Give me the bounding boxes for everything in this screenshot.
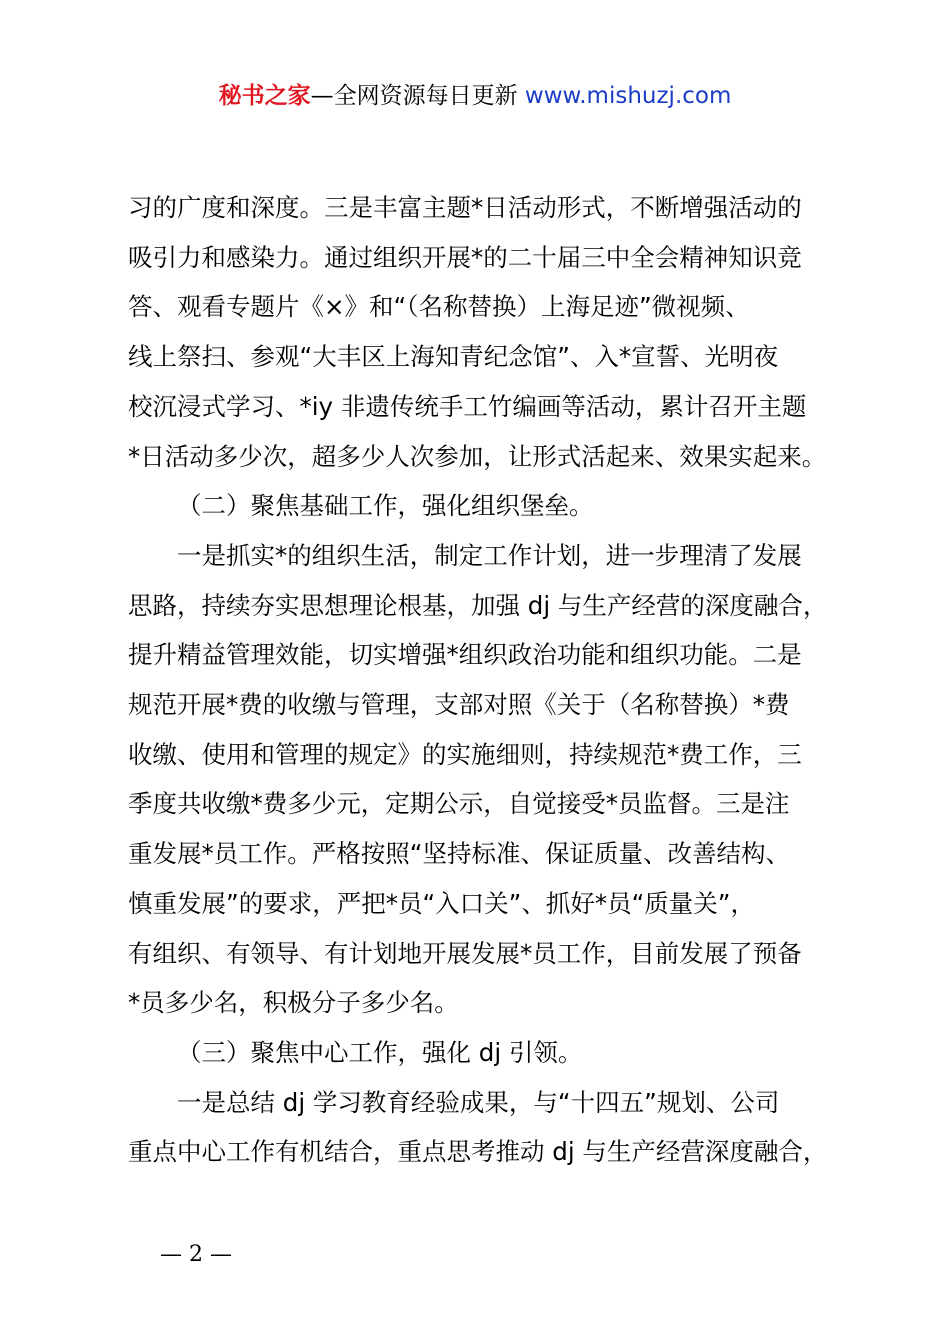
site-url-link[interactable]: www.mishuzj.com (524, 83, 732, 109)
body-line: 重点中心工作有机结合，重点思考推动 dj 与生产经营深度融合， (128, 1137, 828, 1167)
body-line: 提升精益管理效能，切实增强*组织政治功能和组织功能。二是 (128, 640, 802, 670)
body-line: *员多少名，积极分子多少名。 (128, 988, 459, 1018)
body-line: 一是总结 dj 学习教育经验成果，与“十四五”规划、公司 (177, 1087, 780, 1117)
body-line: 收缴、使用和管理的规定》的实施细则，持续规范*费工作，三 (128, 739, 802, 769)
body-line: 有组织、有领导、有计划地开展发展*员工作，目前发展了预备 (128, 938, 802, 968)
body-line: 重发展*员工作。严格按照“坚持标准、保证质量、改善结构、 (128, 839, 790, 869)
body-line: *日活动多少次，超多少人次参加，让形式活起来、效果实起来。 (128, 441, 827, 471)
body-line: 吸引力和感染力。通过组织开展*的二十届三中全会精神知识竞 (128, 242, 802, 272)
brand-name: 秘书之家 (218, 83, 311, 109)
body-line: 思路，持续夯实思想理论根基，加强 dj 与生产经营的深度融合， (128, 590, 828, 620)
body-line: 一是抓实*的组织生活，制定工作计划，进一步理清了发展 (177, 540, 802, 570)
site-header (0, 80, 950, 112)
document-body (128, 183, 828, 1177)
body-line: 季度共收缴*费多少元，定期公示，自觉接受*员监督。三是注 (128, 789, 790, 819)
header-slogan: —全网资源每日更新 (310, 83, 525, 109)
body-line: 答、观看专题片《×》和“（名称替换）上海足迹”微视频、 (128, 292, 750, 322)
body-line: 慎重发展”的要求，严把*员“入口关”、抓好*员“质量关”， (128, 888, 755, 918)
body-line: 习的广度和深度。三是丰富主题*日活动形式，不断增强活动的 (128, 193, 802, 222)
page-number: — 2 — (160, 1242, 232, 1267)
section-heading-2: （二）聚焦基础工作，强化组织堡垒。 (177, 491, 594, 521)
body-line: 校沉浸式学习、*iy 非遗传统手工竹编画等活动，累计召开主题 (128, 391, 807, 421)
body-line: 线上祭扫、参观“大丰区上海知青纪念馆”、入*宣誓、光明夜 (128, 342, 779, 372)
body-line: 规范开展*费的收缴与管理，支部对照《关于（名称替换）*费 (128, 690, 790, 720)
section-heading-3: （三）聚焦中心工作，强化 dj 引领。 (177, 1037, 583, 1067)
